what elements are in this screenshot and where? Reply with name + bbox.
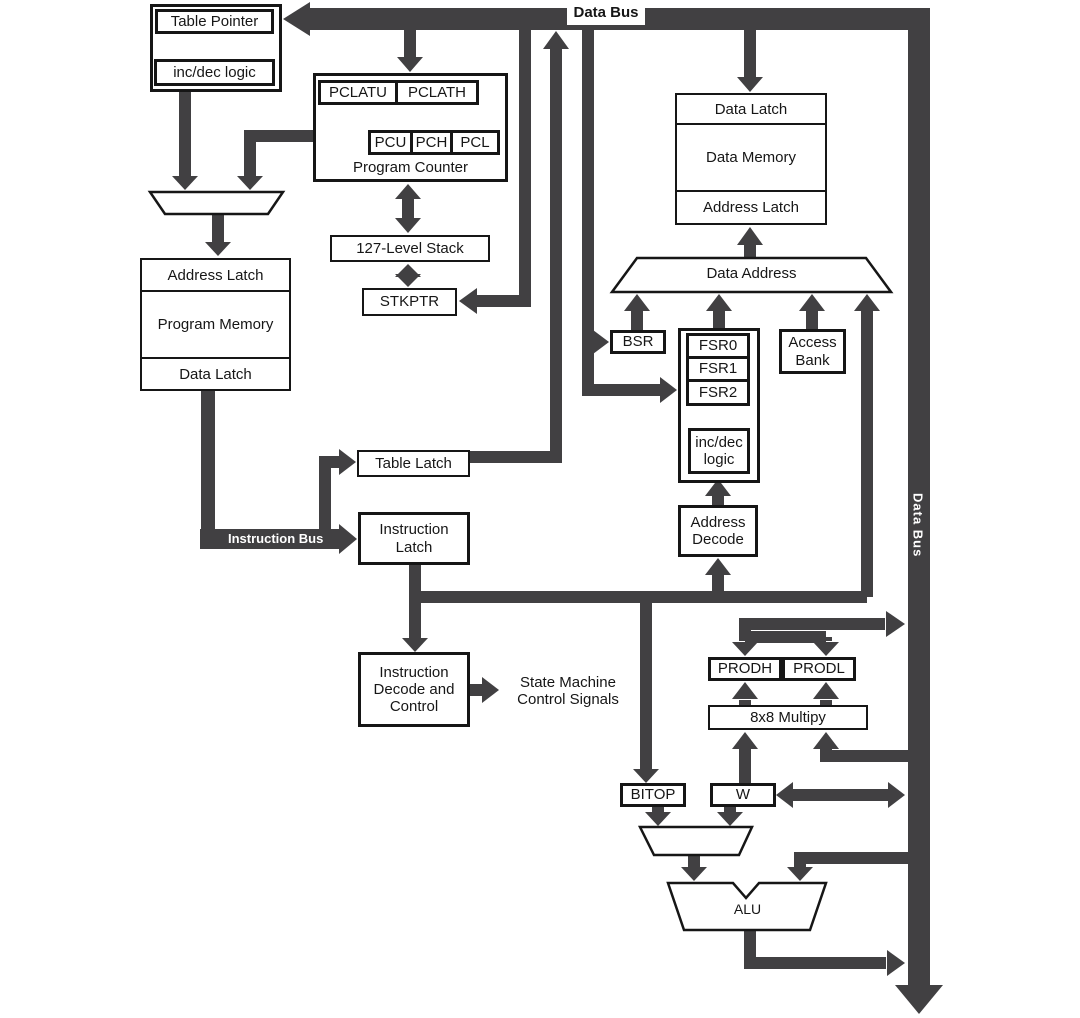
pc-stack-double-arrow [395, 184, 421, 233]
prodl-box: PRODL [782, 657, 856, 681]
bus-to-alu-connector [787, 858, 908, 881]
prodh-box: PRODH [708, 657, 782, 681]
state-machine-label: State Machine Control Signals [517, 673, 619, 708]
pc-to-mux-connector [237, 136, 313, 190]
data-address-label: Data Address [706, 264, 797, 282]
w-bus-double-arrow [776, 782, 905, 808]
bus-to-multiply-connector [813, 732, 908, 756]
bitop-w-to-mux-connectors [645, 807, 743, 826]
decode-to-state-machine-connector [470, 677, 499, 703]
fsr-to-data-address-connector [706, 294, 732, 328]
inc-dec-logic-left-box: inc/dec logic [154, 59, 275, 86]
bsr-to-data-address-connector [624, 294, 650, 330]
pclatu-box: PCLATU [318, 80, 398, 105]
dm-data-memory: Data Memory [705, 149, 797, 166]
data-bus-top-label: Data Bus [567, 0, 645, 25]
dm-address-latch: Address Latch [703, 199, 799, 216]
fsr0-box: FSR0 [686, 333, 750, 359]
instruction-bus-connector [200, 391, 357, 554]
table-pointer-box: Table Pointer [155, 9, 274, 34]
instruction-decode-box: Instruction Decode and Control [358, 652, 470, 727]
address-decode-box: Address Decode [678, 505, 758, 557]
access-bank-to-data-address-connector [799, 294, 825, 330]
program-memory-block [140, 258, 291, 391]
bus-to-data-memory-connector [737, 30, 763, 92]
pcu-box: PCU [368, 130, 413, 155]
stack-box: 127-Level Stack [330, 235, 490, 262]
data-bus-right-label: Data Bus [910, 492, 926, 558]
pc-address-mux [150, 192, 283, 214]
pm-address-latch: Address Latch [167, 266, 264, 284]
alu-label: ALU [733, 900, 762, 917]
bsr-box: BSR [610, 330, 666, 354]
incdec-to-mux-connector [172, 90, 198, 190]
bus-to-pc-connector [397, 30, 423, 72]
pcl-box: PCL [450, 130, 500, 155]
fsr1-box: FSR1 [686, 356, 750, 382]
stack-stkptr-double-arrow [395, 264, 421, 287]
stkptr-box: STKPTR [362, 288, 457, 316]
w-to-multiply-connector [732, 732, 758, 783]
bitop-box: BITOP [620, 783, 686, 807]
prod-to-bus-connectors [732, 611, 905, 656]
data-address-to-address-latch-connector [737, 227, 763, 258]
pm-data-latch: Data Latch [179, 365, 252, 383]
instruction-latch-box: Instruction Latch [358, 512, 470, 565]
pm-program-memory: Program Memory [157, 316, 274, 333]
alu-to-bus-connector [750, 930, 905, 976]
multiply-box: 8x8 Multipy [708, 705, 868, 730]
decode-line-to-data-address-connector [854, 294, 880, 597]
data-memory-block [675, 93, 827, 225]
dm-data-latch: Data Latch [714, 100, 788, 118]
access-bank-box: Access Bank [779, 329, 846, 374]
program-counter-label: Program Counter [352, 159, 469, 177]
alu-input-mux [640, 827, 752, 855]
mux-to-program-memory-connector [205, 214, 231, 256]
w-register-box: W [710, 783, 776, 807]
multiply-to-prod-connectors [732, 682, 839, 706]
mux-to-alu-connector [681, 855, 707, 881]
pclath-box: PCLATH [395, 80, 479, 105]
inc-dec-logic-right-box: inc/dec logic [688, 428, 750, 474]
table-latch-box: Table Latch [357, 450, 470, 477]
pch-box: PCH [410, 130, 453, 155]
instruction-bus-label: Instruction Bus [228, 531, 324, 546]
fsr2-box: FSR2 [686, 379, 750, 406]
